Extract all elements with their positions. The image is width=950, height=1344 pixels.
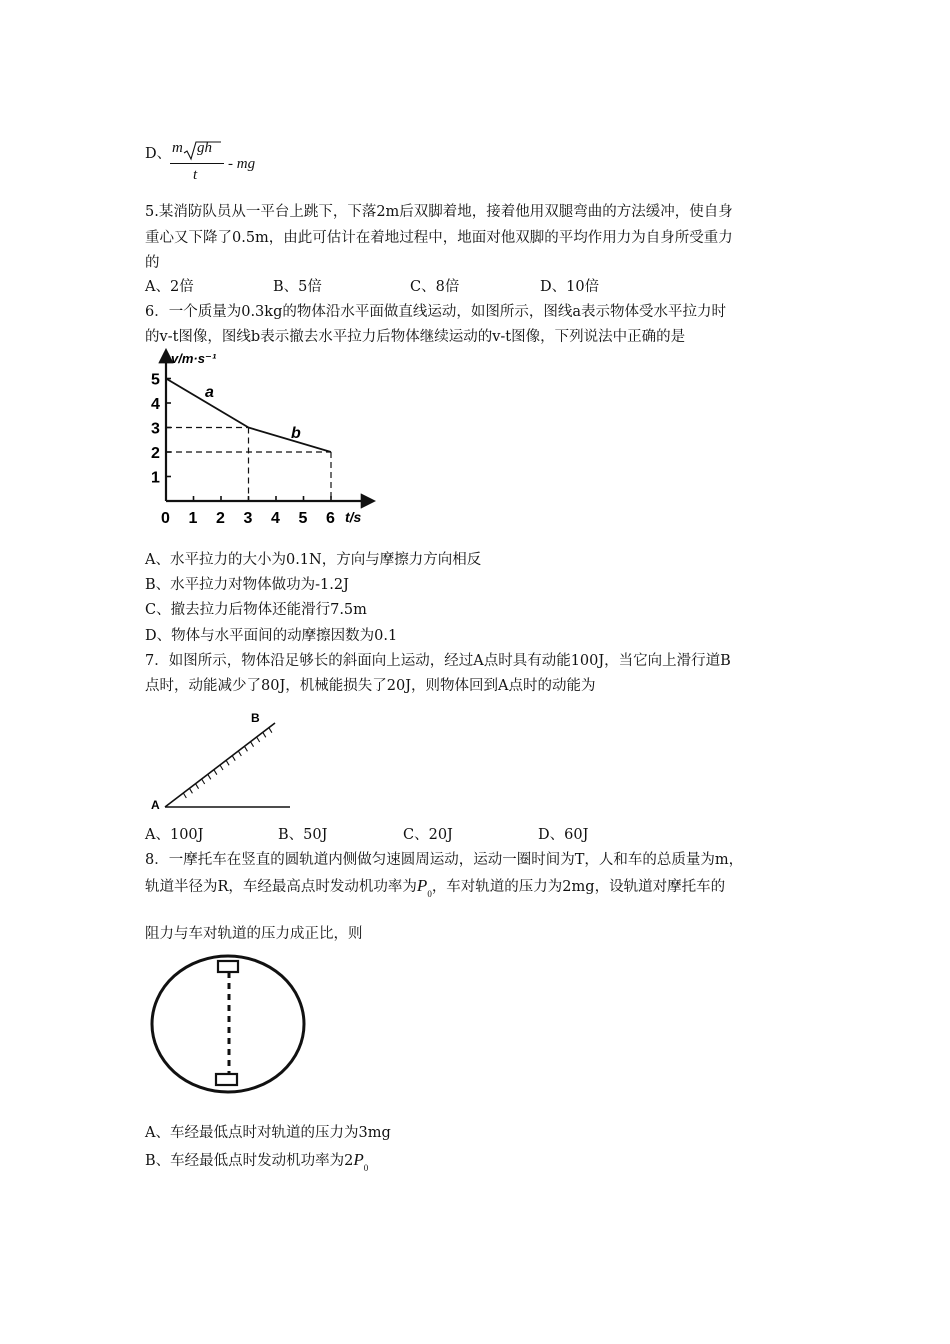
series-label-a: a — [205, 384, 214, 401]
y-axis-label: v/m·s⁻¹ — [171, 351, 217, 366]
incline-hatching — [183, 728, 272, 798]
x-tick-label: 6 — [326, 510, 335, 527]
fraction-numerator-gh: gh — [197, 140, 212, 156]
hatch-mark — [183, 793, 186, 798]
series-line-b — [249, 428, 332, 453]
point-a-label: A — [151, 798, 160, 812]
x-axis-label: t/s — [345, 509, 362, 525]
q5-option-d: D、10倍 — [540, 279, 600, 295]
incline-diagram — [145, 705, 295, 815]
hatch-mark — [232, 756, 235, 761]
p0-symbol: $P_0$ — [416, 876, 432, 899]
y-tick-label: 2 — [151, 445, 160, 462]
hatch-mark — [196, 784, 199, 789]
q7-option-b: B、50J — [278, 827, 328, 843]
y-tick-label: 5 — [151, 371, 160, 389]
q8-option-b — [145, 1150, 368, 1178]
q5-line-3: 的 — [145, 255, 160, 271]
fraction-denominator: t — [193, 167, 198, 183]
x-tick-label: 2 — [216, 510, 225, 527]
q8-option-a: A、车经最低点时对轨道的压力为3mg — [145, 1125, 391, 1141]
hatch-mark — [269, 728, 272, 733]
x-tick-label: 0 — [161, 510, 170, 527]
q4-option-d-label: D、 — [145, 146, 172, 162]
q8-line-1: 8．一摩托车在竖直的圆轨道内侧做匀速圆周运动，运动一圈时间为T，人和车的总质量为m， — [145, 852, 744, 868]
hatch-mark — [202, 779, 205, 784]
hatch-mark — [263, 732, 266, 737]
q6-line-2: 的v-t图像，图线b表示撤去水平拉力后物体继续运动的v-t图像，下列说法中正确的是 — [145, 329, 686, 345]
hatch-mark — [244, 746, 247, 751]
motorcycle-top — [218, 961, 238, 972]
hatch-mark — [257, 737, 260, 742]
q5-option-c: C、8倍 — [410, 279, 460, 295]
hatch-mark — [226, 760, 229, 765]
x-tick-label: 3 — [243, 510, 253, 527]
q7-option-d: D、60J — [538, 827, 589, 843]
q4-option-d-tail: - mg — [228, 156, 256, 172]
q7-line-2: 点时，动能减少了80J，机械能损失了20J，则物体回到A点时的动能为 — [145, 678, 596, 694]
x-tick-label: 1 — [188, 510, 198, 527]
q8-line-3: 阻力与车对轨道的压力成正比，则 — [145, 926, 363, 942]
x-tick-label: 5 — [298, 510, 308, 527]
hatch-mark — [189, 788, 192, 793]
vt-graph — [145, 345, 385, 530]
fraction-bar — [170, 163, 224, 164]
circular-track-diagram — [145, 950, 315, 1100]
q7-option-a: A、100J — [145, 827, 204, 843]
y-tick-label: 4 — [151, 396, 160, 413]
hatch-mark — [220, 765, 223, 770]
q6-option-c: C、撤去拉力后物体还能滑行7.5m — [145, 602, 367, 618]
x-tick-label: 4 — [271, 510, 280, 527]
series-label-b: b — [291, 425, 301, 442]
y-tick-label: 3 — [151, 420, 160, 438]
point-b-label: B — [251, 711, 260, 725]
q6-line-1: 6．一个质量为0.3kg的物体沿水平面做直线运动，如图所示，图线a表示物体受水平拉力时 — [145, 304, 726, 320]
q8-line-2-pre: 轨道半径为R，车经最高点时发动机功率为 — [145, 879, 417, 895]
q7-line-1: 7．如图所示，物体沿足够长的斜面向上运动，经过A点时具有动能100J，当它向上滑行道B — [145, 653, 731, 669]
q6-option-a: A、水平拉力的大小为0.1N，方向与摩擦力方向相反 — [145, 552, 482, 568]
hatch-mark — [238, 751, 241, 756]
hatch-mark — [251, 742, 254, 747]
fraction-numerator-m: m — [172, 140, 183, 156]
q5-line-2: 重心又下降了0.5m，由此可估计在着地过程中，地面对他双脚的平均作用力为自身所受重力 — [145, 230, 733, 246]
q8-line-2-post: ，车对轨道的压力为2mg，设轨道对摩托车的 — [431, 879, 726, 895]
p0-symbol-b: $P_0$ — [353, 1150, 369, 1173]
q7-option-c: C、20J — [403, 827, 453, 843]
q8-option-b-text: B、车经最低点时发动机功率为2 — [145, 1153, 354, 1169]
y-tick-label: 1 — [151, 469, 160, 487]
q4-option-d-fraction — [168, 140, 228, 190]
motorcycle-bottom — [216, 1074, 237, 1085]
q8-line-2 — [145, 876, 725, 904]
q5-option-b: B、5倍 — [273, 279, 322, 295]
hatch-mark — [214, 770, 217, 775]
q6-option-d: D、物体与水平面间的动摩擦因数为0.1 — [145, 628, 398, 644]
q5-line-1: 5.某消防队员从一平台上跳下，下落2m后双脚着地，接着他用双腿弯曲的方法缓冲，使自身 — [145, 204, 733, 220]
q5-option-a: A、2倍 — [145, 279, 194, 295]
q6-option-b: B、水平拉力对物体做功为-1.2J — [145, 577, 349, 593]
hatch-mark — [208, 774, 211, 779]
